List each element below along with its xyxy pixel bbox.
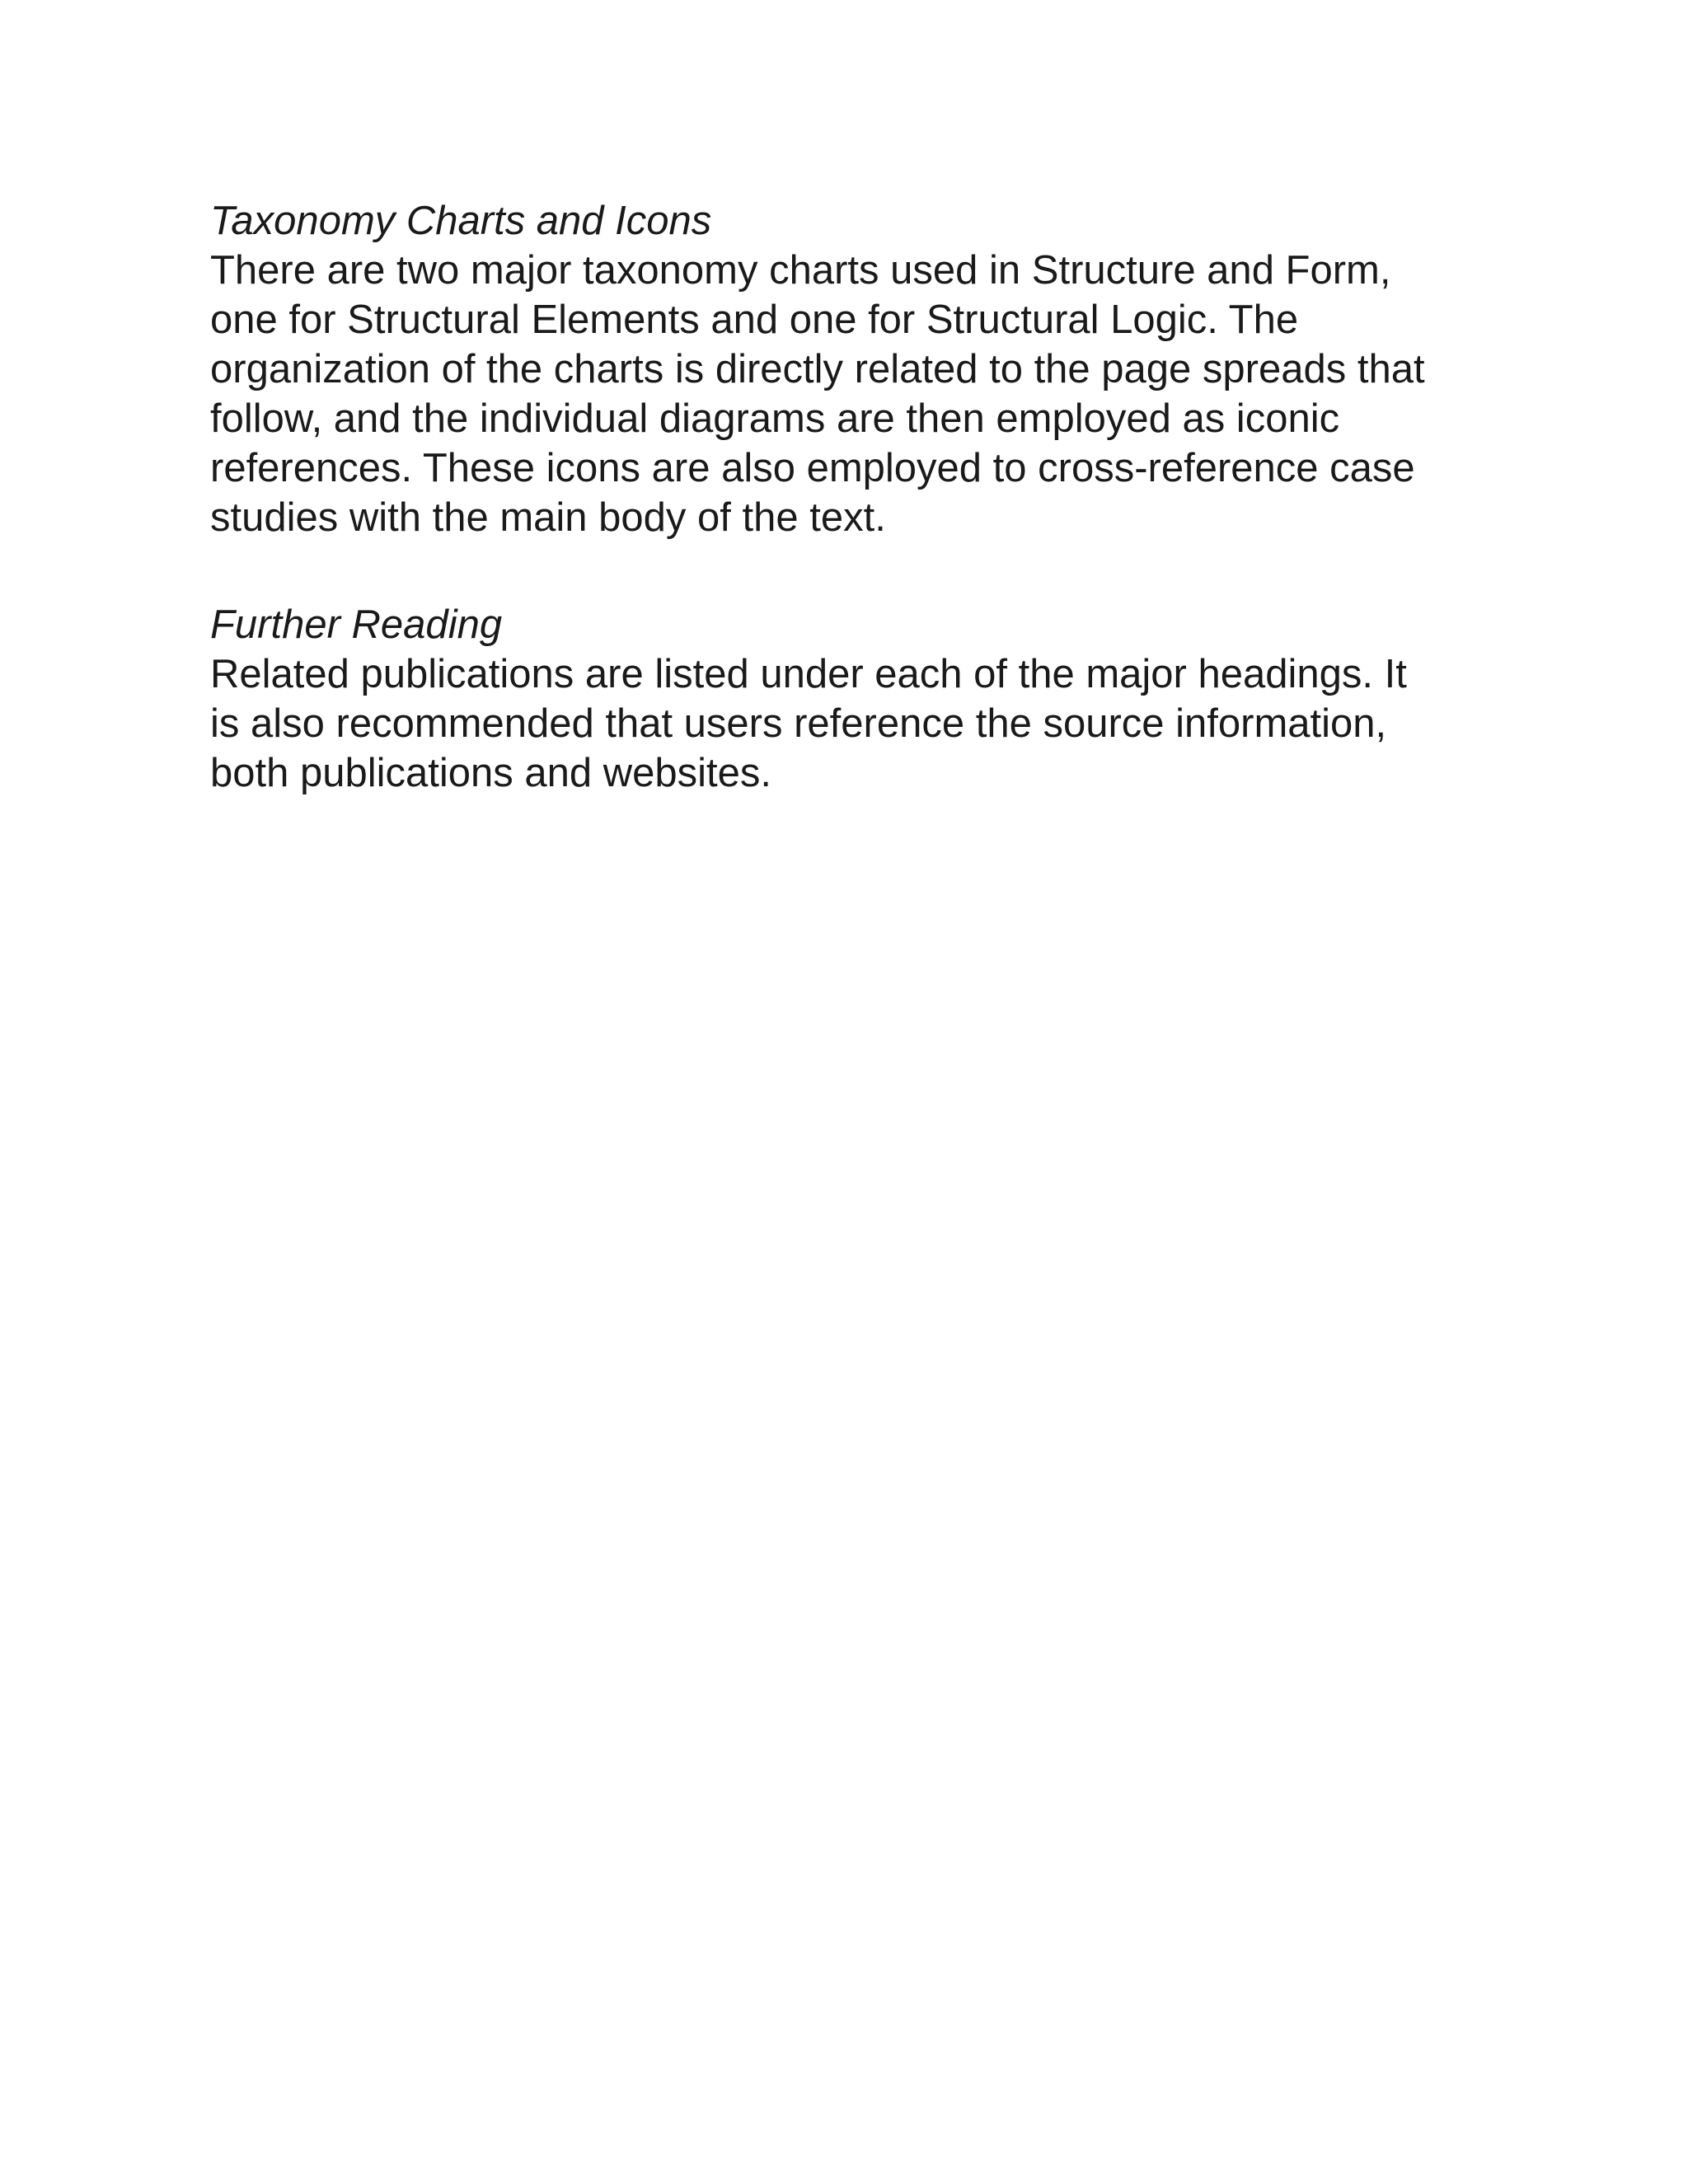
paragraph-line: references. These icons are also employed to cross-reference case bbox=[210, 446, 1415, 490]
paragraph-line: one for Structural Elements and one for Structural Logic. The bbox=[210, 298, 1299, 342]
section-taxonomy-charts bbox=[210, 196, 1496, 542]
section-paragraph bbox=[210, 246, 1496, 542]
section-further-reading bbox=[210, 600, 1496, 798]
paragraph-line: organization of the charts is directly related to the page spreads that bbox=[210, 347, 1425, 391]
paragraph-line: both publications and websites. bbox=[210, 751, 771, 795]
paragraph-line: is also recommended that users reference the source information, bbox=[210, 701, 1387, 746]
text-column bbox=[210, 196, 1496, 855]
paragraph-line: Related publications are listed under each of the major headings. It bbox=[210, 652, 1407, 696]
section-paragraph bbox=[210, 649, 1496, 798]
paragraph-line: There are two major taxonomy charts used in Structure and Form, bbox=[210, 248, 1391, 293]
section-heading: Taxonomy Charts and Icons bbox=[210, 199, 712, 243]
paragraph-line: studies with the main body of the text. bbox=[210, 495, 886, 540]
section-heading: Further Reading bbox=[210, 602, 503, 647]
paragraph-line: follow, and the individual diagrams are then employed as iconic bbox=[210, 396, 1340, 441]
